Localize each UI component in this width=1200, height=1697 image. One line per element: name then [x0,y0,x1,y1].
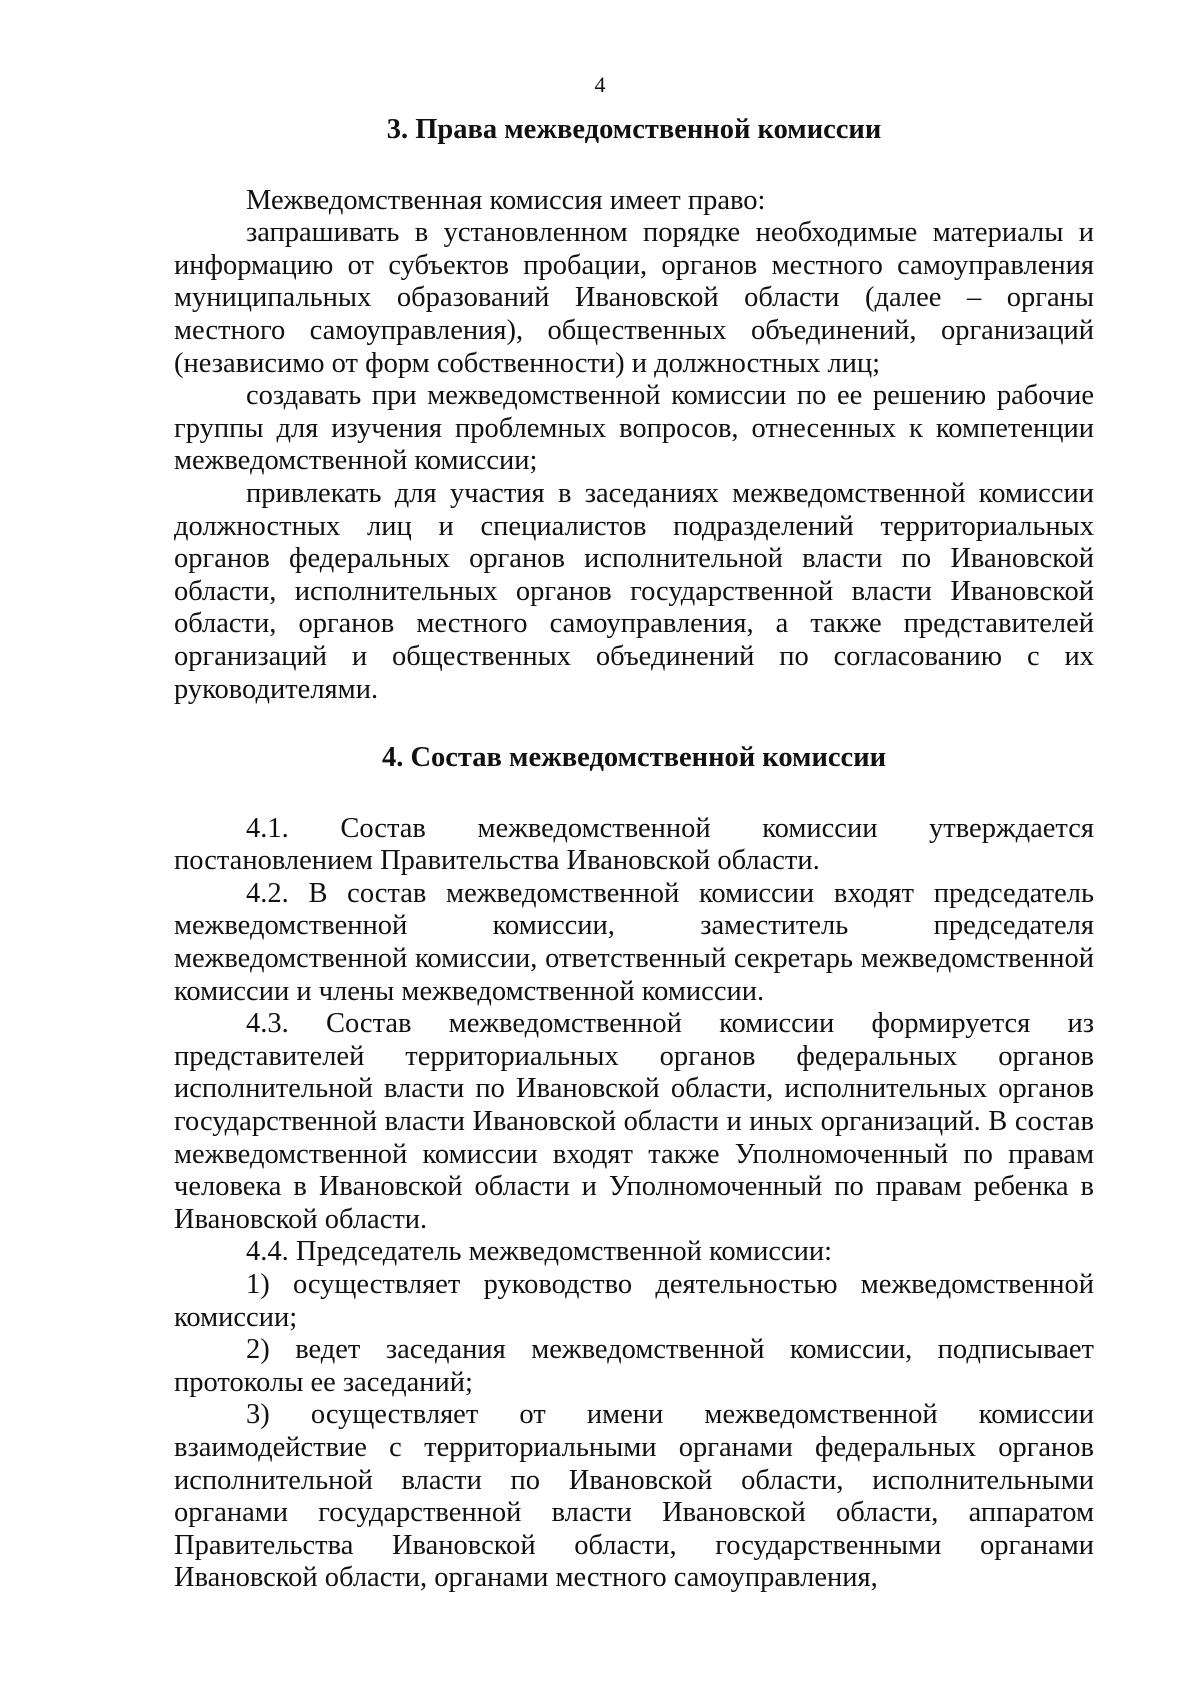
section-4-paragraph: 4.1. Состав межведомственной комиссии утверждается постановлением Правительства Ивановской области. [174,812,1094,877]
section-3-paragraph: запрашивать в установленном порядке необходимые материалы и информацию от субъектов пробации, органов местного самоуправления муниципальных образований Ивановской области (далее – органы местного самоуправления), общественных объединений, организаций (независимо от форм собственности) и должностных лиц; [174,217,1094,379]
section-4-paragraph: 2) ведет заседания межведомственной комиссии, подписывает протоколы ее заседаний; [174,1334,1094,1398]
section-3-paragraph: создавать при межведомственной комиссии по ее решению рабочие группы для изучения проблемных вопросов, отнесенных к компетенции межведомственной комиссии; [174,380,1094,477]
spacer [174,775,1094,813]
spacer [174,706,1094,742]
section-3-heading: 3. Права межведомственной комиссии [386,114,882,145]
section-3-paragraph: Межведомственная комиссия имеет право: [246,184,766,216]
section-4-paragraph: 1) осуществляет руководство деятельностью межведомственной комиссии; [174,1269,1094,1333]
section-4-paragraph: 3) осуществляет от имени межведомственной комиссии взаимодействие с территориальными органами федеральных органов исполнительной власти по Ивановской области, исполнительными органами государственной власти Ивановской области, аппаратом Правительства Ивановской области, государственными органами Ивановской области, органами местного самоуправления, [174,1399,1094,1594]
section-4-heading: 4. Состав межведомственной комиссии [381,742,887,774]
section-4-paragraph: 4.2. В состав межведомственной комиссии входят председатель межведомственной комиссии, заместитель председателя межведомственной комиссии, ответственный секретарь межведомственной комиссии и члены межведомственной комиссии. [174,877,1094,1007]
section-4-paragraph: 4.3. Состав межведомственной комиссии формируется из представителей территориальных органов федеральных органов исполнительной власти по Ивановской области, исполнительных органов государственной власти Ивановской области и иных организаций. В состав межведомственной комиссии входят также Уполномоченный по правам человека в Ивановской области и Уполномоченный по правам ребенка в Ивановской области. [174,1008,1094,1235]
spacer [174,147,1094,185]
section-4-paragraph: 4.4. Председатель межведомственной комиссии: [246,1236,833,1268]
document-body [174,114,1094,1595]
page-number: 4 [594,72,606,97]
section-3-paragraph: привлекать для участия в заседаниях межведомственной комиссии должностных лиц и специалистов подразделений территориальных органов федеральных органов исполнительной власти по Ивановской области, исполнительных органов государственной власти Ивановской области, органов местного самоуправления, а также представителей организаций и общественных объединений по согласованию с их руководителями. [174,477,1094,705]
